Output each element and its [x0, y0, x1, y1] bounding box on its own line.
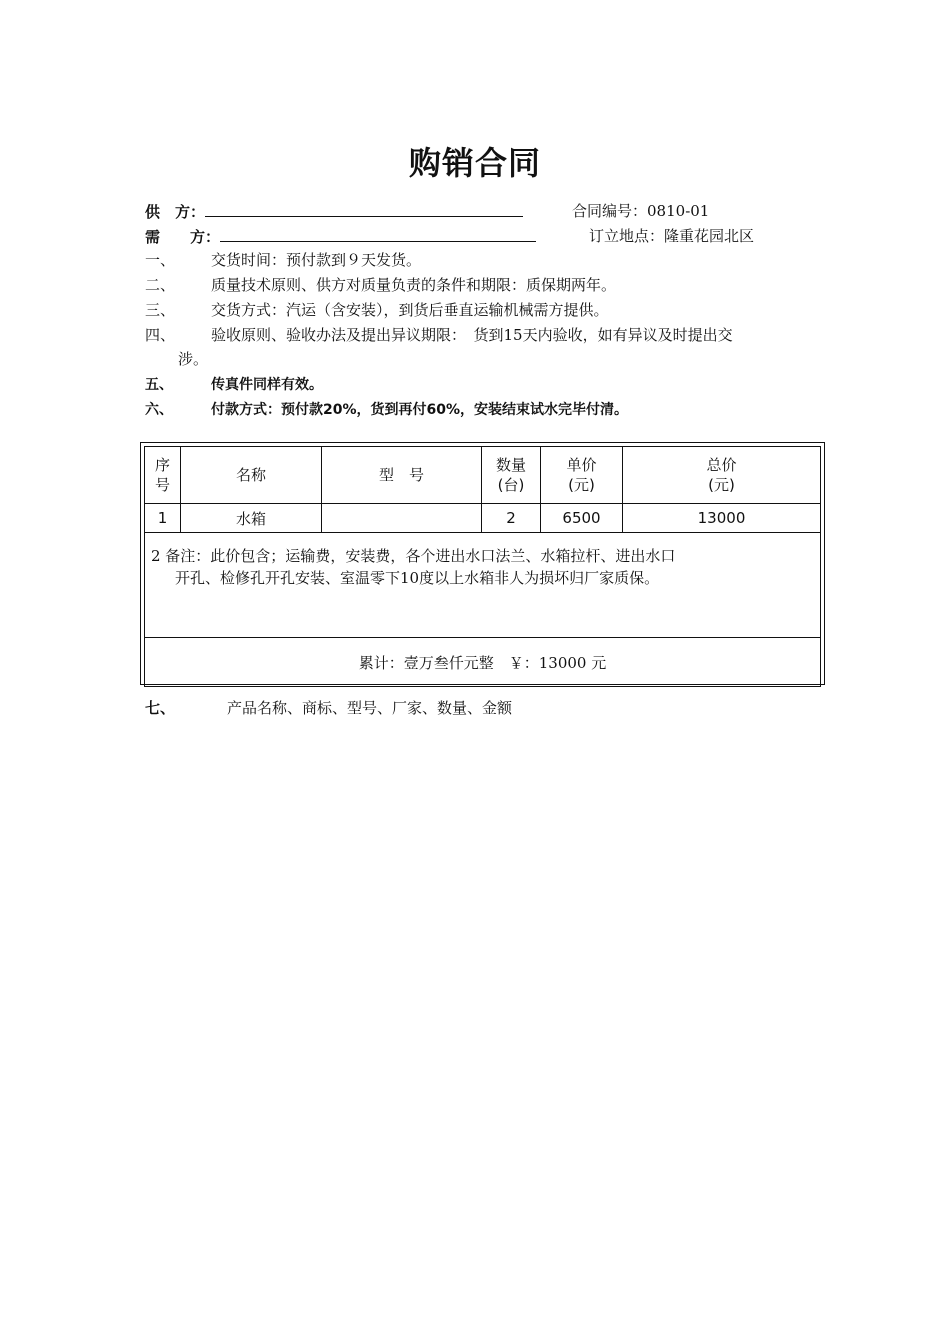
cell-name: 水箱: [181, 504, 322, 533]
clause-text: 付款方式：预付款20%，货到再付60%，安装结束试水完毕付清。: [211, 402, 629, 418]
header-seq: 序 号: [145, 447, 181, 504]
clause-number: 二、: [145, 276, 176, 294]
clause-text: 交货时间：预付款到９天发货。: [211, 251, 422, 269]
clause-3: [145, 299, 609, 320]
cell-unit-price: 6500: [541, 504, 623, 533]
table-header-row: [145, 447, 821, 504]
header-model: 型 号: [322, 447, 482, 504]
place-value: 隆重花园北区: [664, 227, 755, 245]
clause-4-continued: 涉。: [178, 350, 209, 368]
clause-text: 传真件同样有效。: [211, 377, 323, 393]
clause-2: [145, 274, 616, 295]
clause-number: 四、: [145, 326, 176, 344]
contract-no-value: 0810-01: [647, 202, 710, 220]
buyer-label: 需 方：: [145, 228, 221, 246]
signing-place: [589, 225, 754, 246]
clause-number: 六、: [145, 402, 173, 418]
clause-number: 三、: [145, 301, 176, 319]
clause-text: 产品名称、商标、型号、厂家、数量、金额: [227, 699, 513, 717]
clause-5: [145, 374, 323, 394]
price-table: [144, 446, 821, 687]
sum-cell: 累计：壹万叁仟元整 ￥：13000 元: [145, 638, 821, 687]
header-qty: 数量 (台): [482, 447, 541, 504]
clause-number: 五、: [145, 377, 173, 393]
clause-number: 一、: [145, 251, 176, 269]
contract-no: [572, 200, 709, 221]
clause-7: [145, 697, 512, 718]
cell-total-price: 13000: [623, 504, 821, 533]
table-note-row: [145, 533, 821, 638]
note-line-1: 2 备注：此价包含；运输费，安装费，各个进出水口法兰、水箱拉杆、进出水口: [151, 547, 676, 565]
clause-text: 验收原则、验收办法及提出异议期限： 货到15天内验收，如有异议及时提出交: [211, 326, 733, 344]
supplier-line: [145, 200, 523, 222]
note-line-2: 开孔、检修孔开孔安装、室温零下10度以上水箱非人为损坏归厂家质保。: [175, 569, 660, 587]
header-name: 名称: [181, 447, 322, 504]
buyer-blank: [220, 225, 536, 242]
supplier-blank: [205, 200, 523, 217]
price-table-frame: [140, 442, 825, 685]
note-cell: [145, 533, 821, 638]
supplier-label: 供 方：: [145, 203, 206, 221]
clause-6: [145, 399, 628, 419]
table-sum-row: [145, 638, 821, 687]
buyer-line: [145, 225, 536, 247]
cell-qty: 2: [482, 504, 541, 533]
cell-model: [322, 504, 482, 533]
page-title: 购销合同: [408, 144, 541, 182]
clause-number: 七、: [145, 699, 176, 717]
cell-seq: 1: [145, 504, 181, 533]
clause-4: [145, 324, 733, 345]
place-label: 订立地点：: [589, 227, 665, 245]
clause-1: [145, 249, 421, 270]
clause-text: 质量技术原则、供方对质量负责的条件和期限：质保期两年。: [211, 276, 617, 294]
header-unit-price: 单价 (元): [541, 447, 623, 504]
contract-no-label: 合同编号：: [572, 202, 648, 220]
table-row: [145, 504, 821, 533]
header-total-price: 总价 (元): [623, 447, 821, 504]
clause-text: 交货方式：汽运（含安装），到货后垂直运输机械需方提供。: [211, 301, 609, 319]
